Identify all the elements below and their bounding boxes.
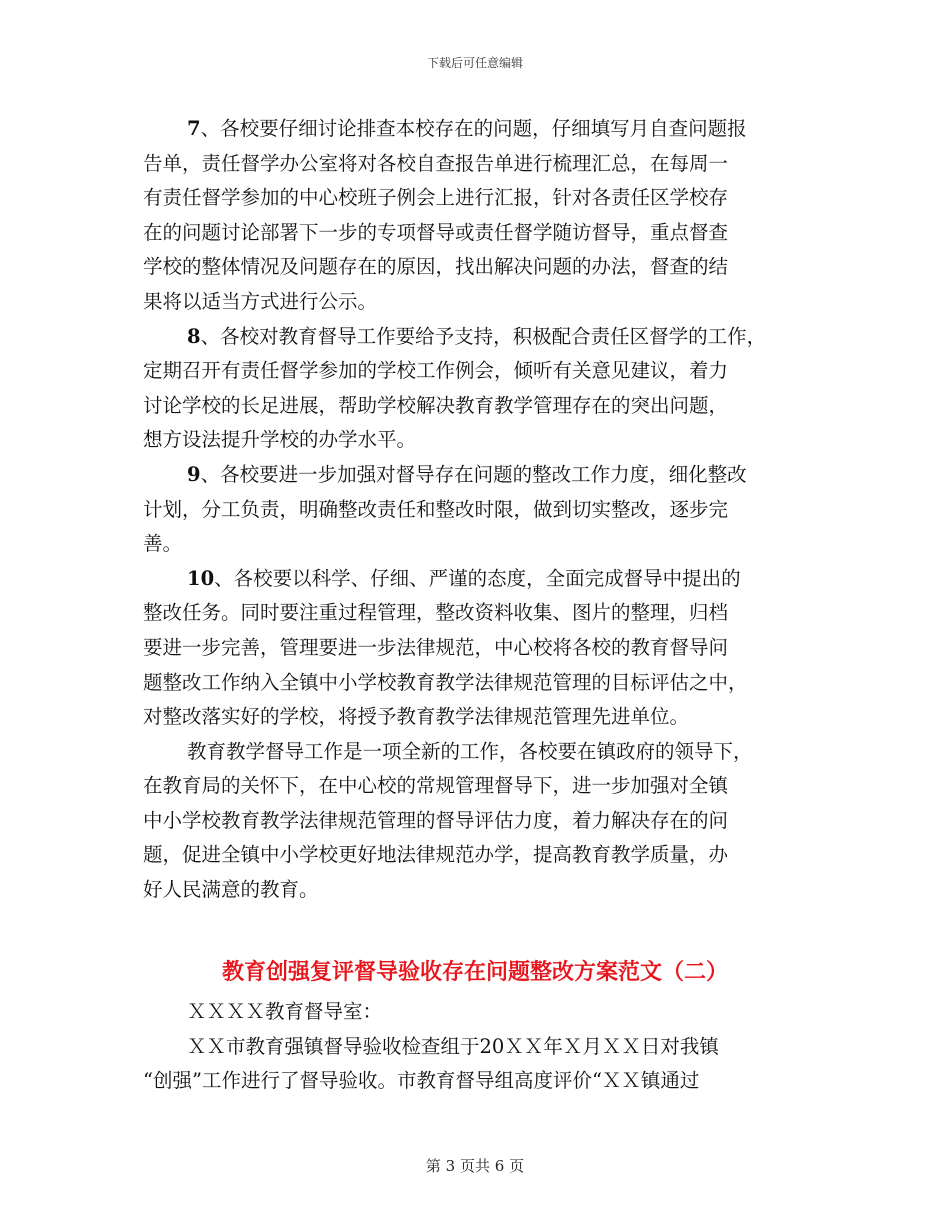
paragraph-line: 好人民满意的教育。 bbox=[143, 878, 319, 902]
paragraph-line: 题整改工作纳入全镇中小学校教育教学法律规范管理的目标评估之中， bbox=[143, 670, 748, 694]
paragraph-line: 在的问题讨论部署下一步的专项督导或责任督学随访督导，重点督查 bbox=[143, 220, 729, 244]
paragraph-line: 中小学校教育教学法律规范管理的督导评估力度，着力解决存在的问 bbox=[143, 808, 729, 832]
item-number: 10 bbox=[187, 566, 215, 590]
paragraph-line: 对整改落实好的学校，将授予教育教学法律规范管理先进单位。 bbox=[143, 705, 690, 729]
paragraph-line: 想方设法提升学校的办学水平。 bbox=[143, 428, 417, 452]
paragraph-line: 题，促进全镇中小学校更好地法律规范办学，提高教育教学质量，办 bbox=[143, 843, 729, 867]
paragraph-line: 学校的整体情况及问题存在的原因，找出解决问题的办法，督查的结 bbox=[143, 255, 729, 279]
paragraph-line: 要进一步完善，管理要进一步法律规范，中心校将各校的教育督导问 bbox=[143, 635, 729, 659]
page-header: 下载后可任意编辑 bbox=[426, 56, 523, 70]
document-body bbox=[143, 112, 823, 908]
paragraph-line: 定期召开有责任督学参加的学校工作例会，倾听有关意见建议，着力 bbox=[143, 359, 729, 383]
paragraph-line: ＸＸ市教育强镇督导验收检查组于20ＸＸ年Ｘ月ＸＸ日对我镇 bbox=[187, 1034, 719, 1058]
item-number: 8 bbox=[187, 324, 201, 348]
paragraph-line: 9、各校要进一步加强对督导存在问题的整改工作力度，细化整改 bbox=[187, 462, 747, 486]
paragraph-line: 善。 bbox=[143, 532, 183, 556]
paragraph-line: 整改任务。同时要注重过程管理，整改资料收集、图片的整理，归档 bbox=[143, 601, 729, 625]
paragraph-line: 讨论学校的长足进展，帮助学校解决教育教学管理存在的突出问题， bbox=[143, 393, 729, 417]
paragraph-line: 有责任督学参加的中心校班子例会上进行汇报，针对各责任区学校存 bbox=[143, 186, 729, 210]
section-title: 教育创强复评督导验收存在问题整改方案范文（二） bbox=[221, 959, 728, 985]
paragraph-line: 果将以适当方式进行公示。 bbox=[143, 289, 378, 313]
paragraph-line: 告单，责任督学办公室将对各校自查报告单进行梳理汇总，在每周一 bbox=[143, 151, 729, 175]
salutation: ＸＸＸＸ教育督导室： bbox=[187, 1000, 383, 1023]
item-number: 9 bbox=[187, 462, 201, 486]
paragraph-line: 7、各校要仔细讨论排查本校存在的问题，仔细填写月自查问题报 bbox=[187, 117, 747, 140]
paragraph-line: “创强”工作进行了督导验收。市教育督导组高度评价“ＸＸ镇通过 bbox=[143, 1069, 700, 1093]
page-footer: 第 3 页共 6 页 bbox=[425, 1157, 525, 1175]
paragraph-line: 计划，分工负责，明确整改责任和整改时限，做到切实整改，逐步完 bbox=[143, 497, 729, 521]
paragraph-line: 在教育局的关怀下，在中心校的常规管理督导下，进一步加强对全镇 bbox=[143, 774, 729, 798]
item-number: 7 bbox=[187, 117, 201, 140]
paragraph-line: 8、各校对教育督导工作要给予支持，积极配合责任区督学的工作， bbox=[187, 324, 767, 348]
paragraph-line: 教育教学督导工作是一项全新的工作，各校要在镇政府的领导下， bbox=[187, 739, 753, 763]
paragraph-line: 10、各校要以科学、仔细、严谨的态度，全面完成督导中提出的 bbox=[187, 566, 741, 590]
letter-body bbox=[143, 995, 823, 1099]
